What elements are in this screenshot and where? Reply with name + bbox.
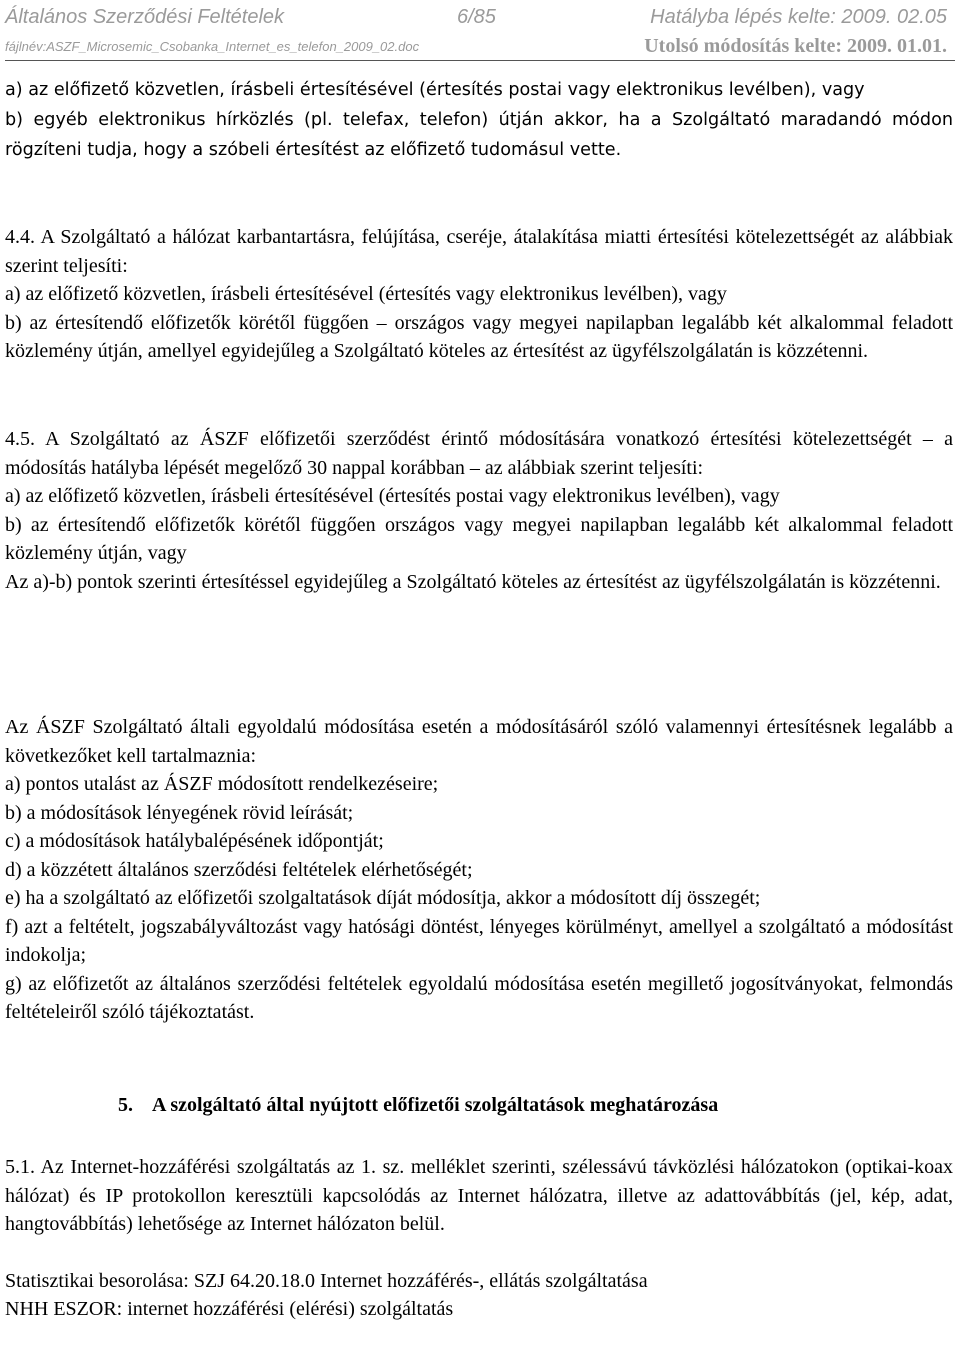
intro-block	[5, 75, 953, 165]
section-4-5	[5, 425, 953, 596]
intro-item-a: a) az előfizető közvetlen, írásbeli értesítésével (értesítés postai vagy elektronikus levélben), vagy	[5, 80, 865, 100]
section-4-4-item-b: b) az értesítendő előfizetők körétől függően – országos vagy megyei napilapban legalább két alkalommal feladott közlemény útján, amellyel egyidejűleg a Szolgáltató köteles az értesítést az ügyfélszolgálatán is közzétenni.	[5, 311, 953, 362]
section-4-5-item-a: a) az előfizető közvetlen, írásbeli értesítésével (értesítés postai vagy elektronikus levélben), vagy	[5, 485, 780, 507]
header-page-number: 6/85	[457, 6, 496, 28]
statistical-classification: Statisztikai besorolása: SZJ 64.20.18.0 Internet hozzáférés-, ellátás szolgáltatása	[5, 1269, 648, 1292]
notice-item: b) a módosítások lényegének rövid leírását;	[5, 801, 354, 824]
section-4-4-item-a: a) az előfizető közvetlen, írásbeli értesítésével (értesítés vagy elektronikus levélben), vagy	[5, 283, 727, 305]
section-5-heading	[118, 1091, 958, 1119]
nhh-eszor-classification: NHH ESZOR: internet hozzáférési (elérési) szolgáltatás	[5, 1298, 454, 1320]
notice-item: f) azt a feltételt, jogszabályváltozást vagy hatósági döntést, lényeges körülményt, amellyel a szolgáltató a módosítást indokolja;	[5, 915, 953, 966]
section-4-4-lead: 4.4. A Szolgáltató a hálózat karbantartásra, felújítása, cseréje, átalakítása miatti értesítési kötelezettségét az alábbiak szerint teljesíti:	[5, 226, 953, 277]
notice-lead: Az ÁSZF Szolgáltató általi egyoldalú módosítása esetén a módosításáról szóló valamennyi értesítésnek legalább a következőket kell tartalmaznia:	[5, 716, 953, 767]
header-effective-date: Hatályba lépés kelte: 2009. 02.05	[650, 6, 947, 28]
section-4-5-closing: Az a)-b) pontok szerinti értesítéssel egyidejűleg a Szolgáltató köteles az értesítést az ügyfélszolgálatán is közzétenni.	[5, 570, 941, 593]
intro-item-b: b) egyéb elektronikus hírközlés (pl. telefax, telefon) útján akkor, ha a Szolgáltató maradandó módon rögzíteni tudja, hogy a szóbeli értesítést az előfizető tudomásul vette.	[5, 110, 953, 160]
notice-item: c) a módosítások hatálybalépésének időpontját;	[5, 830, 384, 852]
header-title: Általános Szerződési Feltételek	[5, 6, 285, 28]
section-4-5-lead: 4.5. A Szolgáltató az ÁSZF előfizetői szerződést érintő módosítására vonatkozó értesítési kötelezettségét – a módosítás hatályba lépését megelőző 30 nappal korábban – az alábbiak szerint teljesíti:	[5, 428, 953, 479]
section-5-title: A szolgáltató által nyújtott előfizetői szolgáltatások meghatározása	[152, 1094, 719, 1116]
section-4-4	[5, 223, 953, 366]
notice-requirements	[5, 713, 953, 1027]
notice-item: a) pontos utalást az ÁSZF módosított rendelkezéseire;	[5, 773, 439, 795]
header-modified-date: Utolsó módosítás kelte: 2009. 01.01.	[644, 35, 947, 57]
section-5-number: 5.	[118, 1094, 133, 1116]
spacer	[5, 1239, 953, 1267]
notice-item: e) ha a szolgáltató az előfizetői szolgaltatások díját módosítja, akkor a módosított díj összegét;	[5, 887, 761, 909]
page-subheader	[5, 35, 955, 57]
header-filename: fájlnév:ASZF_Microsemic_Csobanka_Internet_es_telefon_2009_02.doc	[5, 39, 420, 54]
header-rule	[5, 60, 955, 61]
section-5-1	[5, 1153, 953, 1324]
section-4-5-item-b: b) az értesítendő előfizetők körétől függően országos vagy megyei napilapban legalább két alkalommal feladott közlemény útján, vagy	[5, 513, 953, 564]
notice-item: d) a közzétett általános szerződési feltételek elérhetőségét;	[5, 858, 473, 881]
section-5-1-text: 5.1. Az Internet-hozzáférési szolgáltatás az 1. sz. melléklet szerinti, szélessávú távközlési hálózatokon (optikai-koax hálózat) és IP protokollon keresztüli kapcsolódás az Internet hálózatra, illetve az adattovábbítás (jel, kép, adat, hangtovábbítás) lehetősége az Internet hálózaton belül.	[5, 1156, 953, 1235]
notice-item: g) az előfizetőt az általános szerződési feltételek egyoldalú módosítása esetén megillető jogosítványokat, felmondás feltételeiről szóló tájékoztatást.	[5, 972, 953, 1023]
page-header	[5, 6, 955, 32]
